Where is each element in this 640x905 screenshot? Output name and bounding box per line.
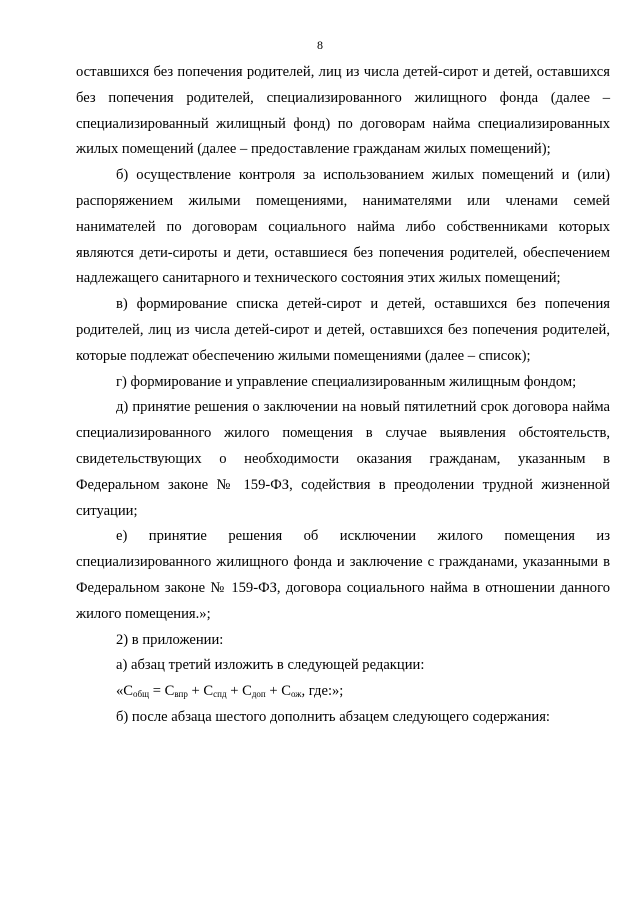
paragraph: б) осуществление контроля за использованием жилых помещений и (или) распоряжением жилыми помещениями, нанимателями или членами семей нанимателей по договорам социального найма либо собственниками которых являются дети-сироты и дети, оставшиеся без попечения родителей, обеспечением надлежащего санитарного и технического состояния этих жилых помещений; bbox=[76, 167, 610, 287]
paragraph: а) абзац третий изложить в следующей редакции: bbox=[116, 657, 425, 674]
document-body bbox=[76, 60, 610, 731]
formula-term-sub: доп bbox=[251, 689, 266, 700]
formula-term: C bbox=[164, 683, 175, 700]
formula-lhs: C bbox=[123, 683, 134, 700]
formula-plus: + bbox=[187, 683, 204, 700]
page-number: 8 bbox=[317, 38, 323, 52]
formula-term-sub: ож bbox=[290, 689, 302, 700]
paragraph: 2) в приложении: bbox=[116, 631, 224, 648]
formula-term-sub: спд bbox=[213, 689, 227, 700]
paragraph: в) формирование списка детей-сирот и детей, оставшихся без попечения родителей, лиц из числа детей-сирот и детей, оставшихся без попечения родителей, которые подлежат обеспечению жилыми помещениями (далее – список); bbox=[76, 296, 610, 364]
formula-plus: + bbox=[226, 683, 243, 700]
paragraph: д) принятие решения о заключении на новый пятилетний срок договора найма специализированного жилого помещения в случае выявления обстоятельств, свидетельствующих о необходимости оказания гражданам, указанным в Федеральном законе № 159-ФЗ, содействия в преодолении трудной жизненной ситуации; bbox=[76, 399, 610, 519]
formula-eq: = bbox=[149, 683, 165, 700]
paragraph: оставшихся без попечения родителей, лиц из числа детей-сирот и детей, оставшихся без попечения родителей, специализированного жилищного фонда (далее – специализированный жилищный фонд) по договорам найма специализированных жилых помещений (далее – предоставление гражданам жилых помещений); bbox=[76, 64, 610, 158]
paragraph: г) формирование и управление специализированным жилищным фондом; bbox=[116, 373, 577, 390]
formula-term: C bbox=[281, 683, 291, 700]
formula-term: C bbox=[203, 683, 214, 700]
formula-tail: , где:»; bbox=[301, 683, 344, 700]
paragraph: б) после абзаца шестого дополнить абзацем следующего содержания: bbox=[116, 708, 550, 725]
formula-term-sub: впр bbox=[174, 689, 188, 700]
formula-plus: + bbox=[265, 683, 282, 700]
formula-term: C bbox=[242, 683, 252, 700]
paragraph: е) принятие решения об исключении жилого помещения из специализированного жилищного фонда и заключение с гражданами, указанными в Федеральном законе № 159-ФЗ, договора социального найма в отношении данного жилого помещения.»; bbox=[76, 528, 610, 622]
formula-lhs-sub: общ bbox=[133, 689, 150, 700]
formula bbox=[76, 679, 610, 705]
formula-open-quote: « bbox=[116, 683, 124, 700]
